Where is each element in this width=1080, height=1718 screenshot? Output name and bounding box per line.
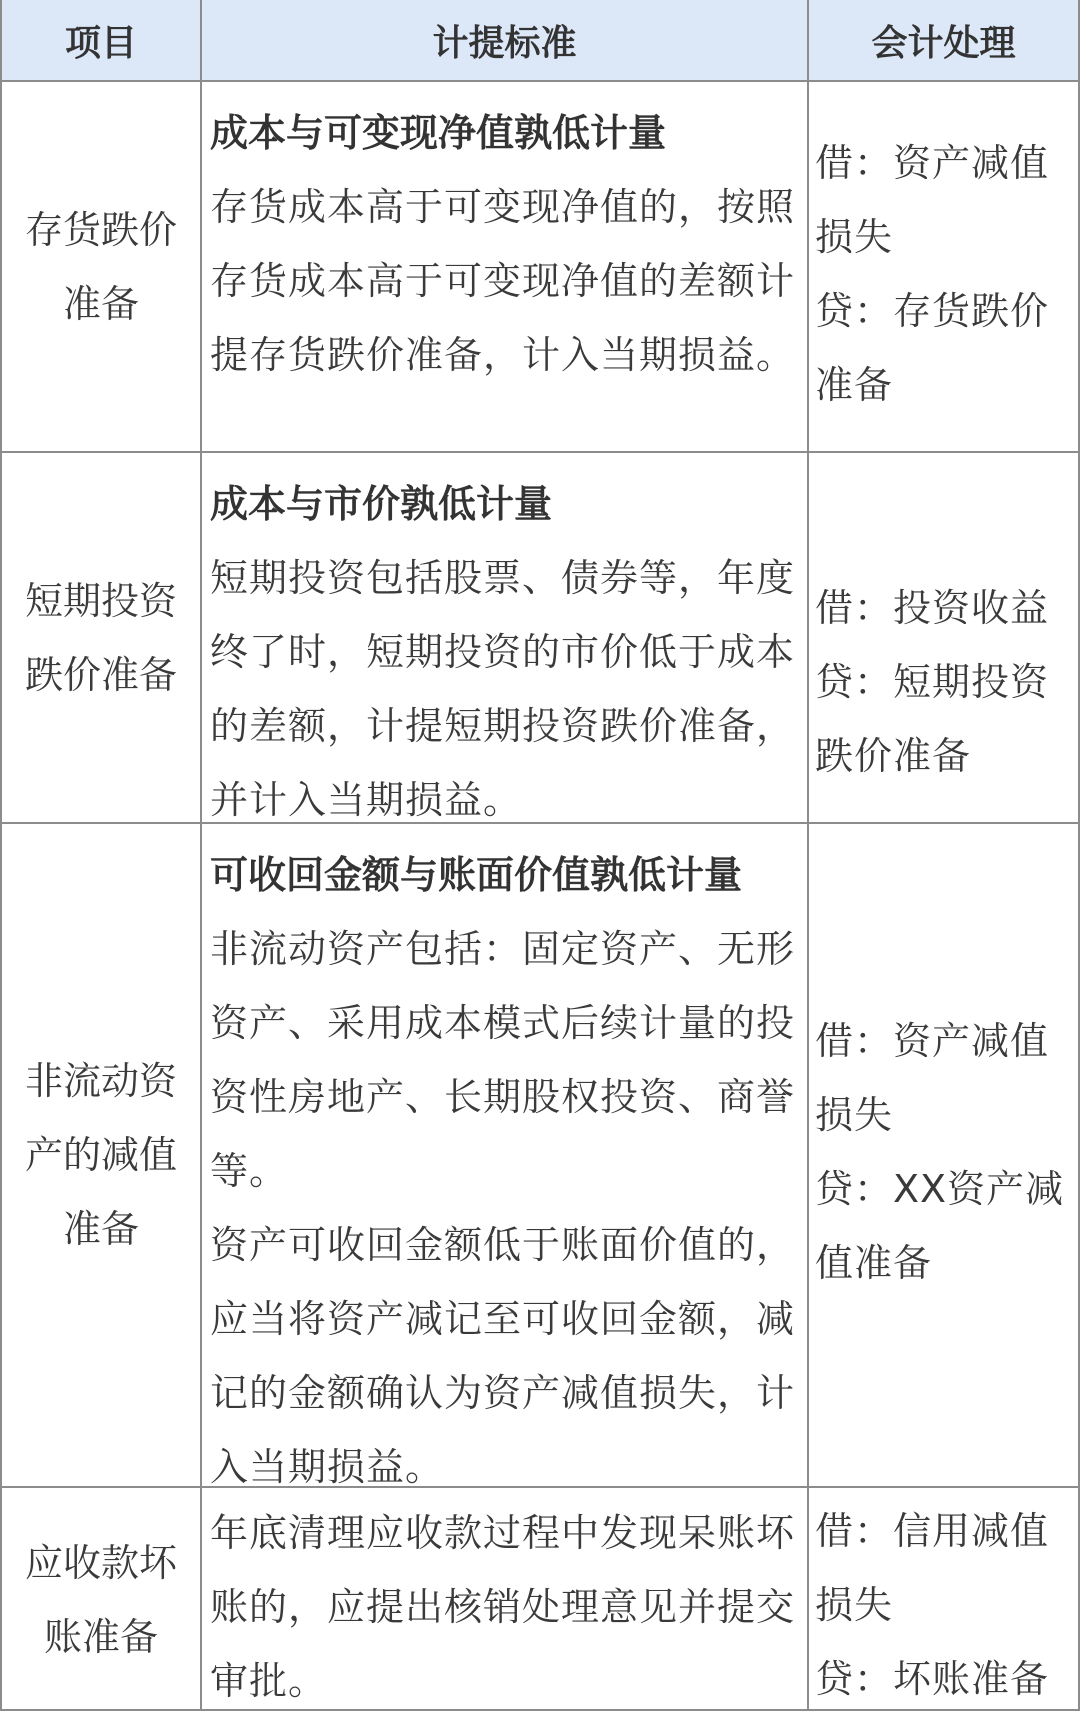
table-row xyxy=(2,1488,1078,1711)
item-cell xyxy=(2,453,202,822)
item-label: 应收款坏账准备 xyxy=(24,1540,177,1659)
standard-cell xyxy=(202,82,809,451)
standard-cell xyxy=(202,824,809,1489)
credit-entry: 贷：坏账准备 xyxy=(815,1657,1050,1701)
standard-text: 年底清理应收款过程中发现呆账坏账的，应提出核销处理意见并提交审批。 xyxy=(210,1511,796,1703)
item-label: 存货跌价准备 xyxy=(24,207,177,326)
standard-text-2: 资产可收回金额低于账面价值的，应当将资产减记至可收回金额，减记的金额确认为资产减值损失，计入当期损益。 xyxy=(210,1223,796,1489)
debit-entry: 借：资产减值损失 xyxy=(815,1019,1050,1137)
table-row xyxy=(2,453,1078,824)
standard-title: 可收回金额与账面价值孰低计量 xyxy=(210,853,743,897)
accounting-cell xyxy=(809,82,1078,451)
debit-entry: 借：资产减值损失 xyxy=(815,141,1050,259)
debit-entry: 借：信用减值损失 xyxy=(815,1509,1050,1627)
standard-text: 短期投资包括股票、债券等，年度终了时，短期投资的市价低于成本的差额，计提短期投资跌价准备，并计入当期损益。 xyxy=(210,556,796,822)
standard-title: 成本与市价孰低计量 xyxy=(210,482,553,526)
credit-entry: 贷：XX资产减值准备 xyxy=(815,1167,1065,1285)
standard-cell xyxy=(202,1488,809,1711)
standard-text: 存货成本高于可变现净值的，按照存货成本高于可变现净值的差额计提存货跌价准备，计入当期损益。 xyxy=(210,185,796,377)
accounting-cell xyxy=(809,1488,1078,1711)
item-label: 短期投资跌价准备 xyxy=(24,578,177,697)
item-cell xyxy=(2,824,202,1486)
item-cell xyxy=(2,1488,202,1711)
credit-entry: 贷：存货跌价准备 xyxy=(815,289,1050,407)
table-row xyxy=(2,824,1078,1488)
standard-cell xyxy=(202,453,809,822)
table-header-row xyxy=(2,0,1078,82)
standard-title: 成本与可变现净值孰低计量 xyxy=(210,111,667,155)
header-item: 项目 xyxy=(2,0,202,80)
accounting-cell xyxy=(809,824,1078,1486)
standard-text: 非流动资产包括：固定资产、无形资产、采用成本模式后续计量的投资性房地产、长期股权投资、商誉等。 xyxy=(210,927,796,1193)
table-row xyxy=(2,82,1078,453)
accounting-cell xyxy=(809,453,1078,822)
debit-entry: 借：投资收益 xyxy=(815,586,1050,630)
item-label: 非流动资产的减值准备 xyxy=(24,1059,177,1251)
header-standard: 计提标准 xyxy=(202,0,809,80)
header-accounting: 会计处理 xyxy=(871,22,1016,64)
item-cell xyxy=(2,82,202,451)
credit-entry: 贷：短期投资跌价准备 xyxy=(815,660,1050,778)
